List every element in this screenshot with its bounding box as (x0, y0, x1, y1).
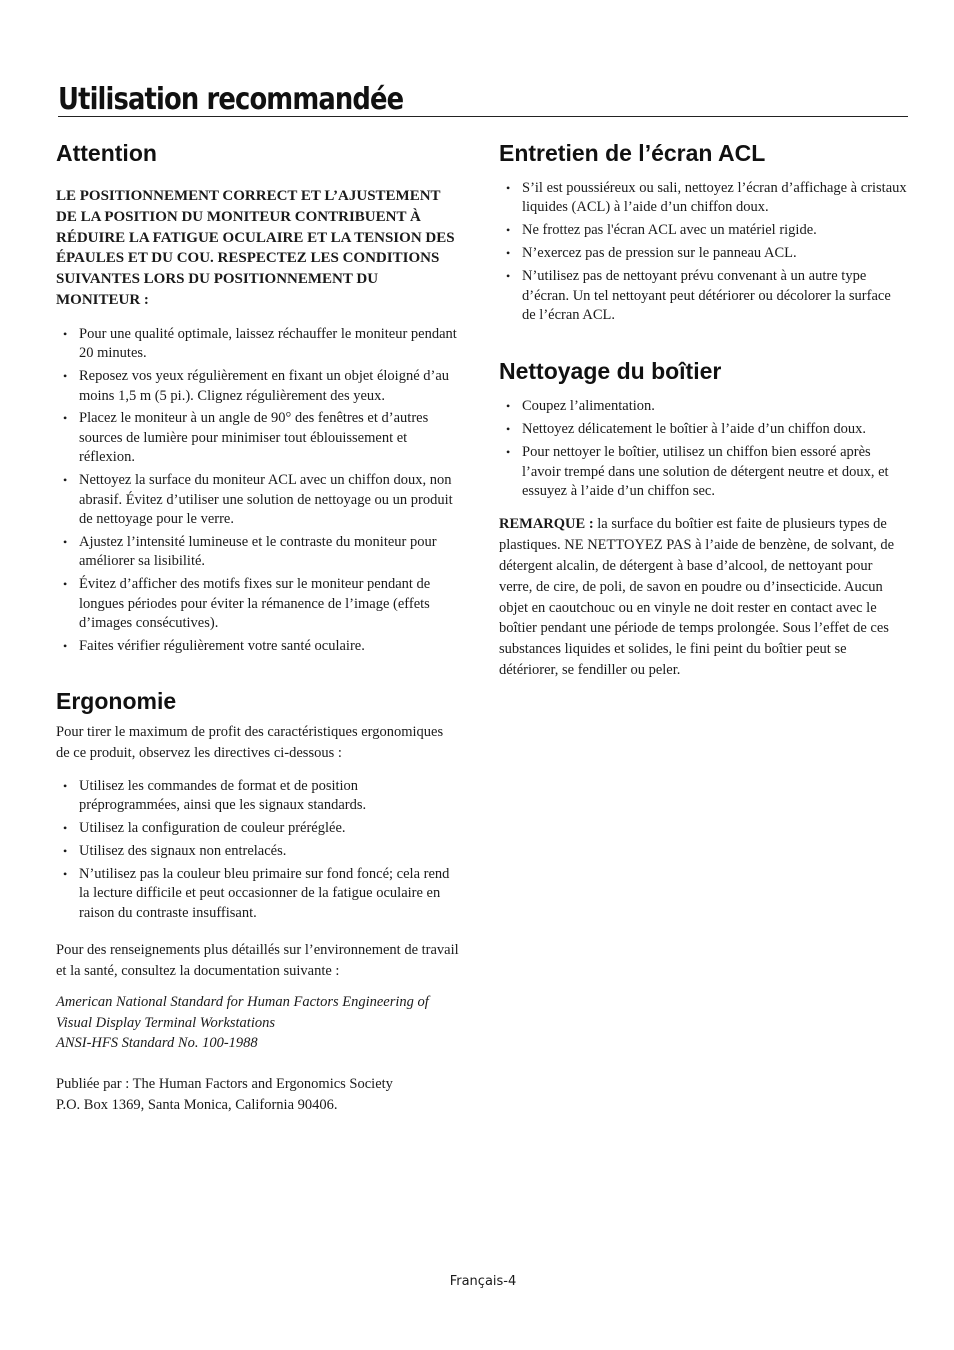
publisher-line: P.O. Box 1369, Santa Monica, California 90406. (56, 1097, 338, 1113)
list-item: • Utilisez les commandes de format et de position préprogrammées, ainsi que les signaux standards. (56, 777, 460, 816)
attention-heading: Attention (56, 140, 157, 166)
list-item: • Placez le moniteur à un angle de 90° des fenêtres et d’autres sources de lumière pour minimiser tout éblouissement et réflexion. (56, 409, 460, 467)
list-item: • Utilisez la configuration de couleur préréglée. (56, 819, 460, 838)
standard-line: Visual Display Terminal Workstations (56, 1014, 276, 1031)
publisher-line: Publiée par : The Human Factors and Ergonomics Society (56, 1076, 393, 1093)
ergonomie-heading: Ergonomie (56, 688, 177, 715)
publisher-info (56, 1074, 460, 1116)
list-item: • N’utilisez pas la couleur bleu primaire sur fond foncé; cela rend la lecture difficile et peut occasionner de la fatigue oculaire en raison du contraste insuffisant. (56, 865, 460, 923)
page-title-bar (58, 80, 908, 117)
page-title: Utilisation recommandée (58, 82, 404, 117)
list-item: • Évitez d’afficher des motifs fixes sur le moniteur pendant de longues périodes pour éviter la rémanence de l’image (effets d’images consécutives). (56, 575, 460, 633)
entretien-heading: Entretien de l’écran ACL (499, 140, 766, 166)
page-footer: Français-4 (449, 1274, 517, 1289)
left-column (56, 138, 460, 1116)
list-item: • Nettoyez délicatement le boîtier à l’aide d’un chiffon doux. (499, 420, 907, 439)
ergonomie-more-info: Pour des renseignements plus détaillés sur l’environnement de travail et la santé, consultez la documentation suivante : (56, 942, 459, 980)
list-item: • N’utilisez pas de nettoyant prévu convenant à un autre type d’écran. Un tel nettoyant peut détériorer ou décolorer la surface de l’écran ACL. (499, 267, 907, 325)
nettoyage-list (499, 397, 907, 501)
attention-section (56, 138, 460, 656)
ergonomie-intro: Pour tirer le maximum de profit des caractéristiques ergonomiques de ce produit, observez les directives ci-dessous : (56, 724, 444, 762)
list-item: • Ajustez l’intensité lumineuse et le contraste du moniteur pour améliorer sa lisibilité. (56, 533, 460, 572)
note-label: REMARQUE : (499, 516, 594, 533)
entretien-list (499, 179, 907, 325)
list-item: • Coupez l’alimentation. (499, 397, 907, 416)
standard-line: American National Standard for Human Factors Engineering of (56, 993, 429, 1010)
reference-standard (56, 992, 460, 1054)
nettoyage-note (499, 514, 907, 680)
nettoyage-heading: Nettoyage du boîtier (499, 358, 722, 385)
ergonomie-list (56, 777, 460, 923)
list-item: • Ne frottez pas l'écran ACL avec un matériel rigide. (499, 221, 907, 240)
attention-intro: LE POSITIONNEMENT CORRECT ET L’AJUSTEMENT DE LA POSITION DU MONITEUR CONTRIBUENT À RÉDUIRE LA FATIGUE OCULAIRE ET LA TENSION DES ÉPAULES ET DU COU. RESPECTEZ LES CONDITIONS SUIVANTES LORS DU POSITIONNEMENT DU MONITEUR : (56, 188, 455, 308)
list-item: • Reposez vos yeux régulièrement en fixant un objet éloigné d’au moins 1,5 m (5 pi.). Clignez régulièrement des yeux. (56, 367, 460, 406)
attention-list (56, 325, 460, 657)
list-item: • S’il est poussiéreux ou sali, nettoyez l’écran d’affichage à cristaux liquides (ACL) à l’aide d’un chiffon doux. (499, 179, 907, 218)
list-item: • Faites vérifier régulièrement votre santé oculaire. (56, 637, 460, 656)
ergonomie-section (56, 686, 460, 1116)
standard-line: ANSI-HFS Standard No. 100-1988 (56, 1035, 258, 1052)
list-item: • Utilisez des signaux non entrelacés. (56, 842, 460, 861)
list-item: • Pour nettoyer le boîtier, utilisez un chiffon bien essoré après l’avoir trempé dans une solution de détergent neutre et doux, et essuyez à l’aide d’un chiffon sec. (499, 443, 907, 501)
list-item: • Nettoyez la surface du moniteur ACL avec un chiffon doux, non abrasif. Évitez d’utiliser une solution de nettoyage ou un produit de nettoyage pour le verre. (56, 471, 460, 529)
entretien-section (499, 138, 907, 325)
list-item: • Pour une qualité optimale, laissez réchauffer le moniteur pendant 20 minutes. (56, 325, 460, 364)
note-text: la surface du boîtier est faite de plusieurs types de plastiques. NE NETTOYEZ PAS à l’aide de benzène, de solvant, de détergent alcalin, de détergent à base d’alcool, de nettoyant pour verre, de cire, de poli, de savon en poudre ou d’insecticide. Aucun objet en caoutchouc ou en vinyle ne doit rester en contact avec le boîtier pendant une période de temps prolongée. Sous l’effet de ces substances liquides et solides, le fini peint du boîtier peut se détériorer, se fendiller ou peler. (499, 516, 895, 678)
right-column (499, 138, 907, 681)
nettoyage-section (499, 356, 907, 680)
list-item: • N’exercez pas de pression sur le panneau ACL. (499, 244, 907, 263)
